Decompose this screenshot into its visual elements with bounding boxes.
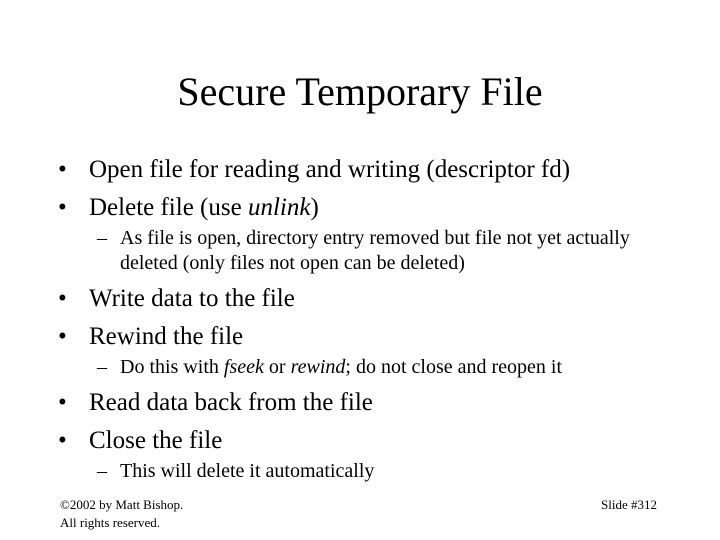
bullet-icon: •	[58, 156, 67, 183]
bullet-icon: •	[58, 285, 67, 312]
bullet-icon: •	[58, 389, 67, 416]
sub-bullet-text-part: or	[263, 356, 291, 378]
bullet-text	[89, 193, 319, 223]
bullet-item	[58, 322, 698, 352]
bullet-item	[58, 284, 698, 314]
bullet-text: Rewind the file	[89, 323, 244, 350]
sub-bullet-text: This will delete it automatically	[120, 460, 375, 482]
bullet-text: Read data back from the file	[89, 389, 373, 416]
bullet-item	[58, 193, 698, 223]
slide-number: Slide #312	[601, 497, 657, 512]
sub-bullet-item	[97, 355, 698, 380]
sub-bullet-text: As file is open, directory entry removed but file not yet actually deleted (only files not open can be deleted)	[120, 227, 630, 274]
bullet-text: Open file for reading and writing (descriptor fd)	[89, 156, 571, 183]
dash-icon: –	[97, 356, 107, 378]
bullet-text: Write data to the file	[89, 285, 295, 312]
copyright-line: ©2002 by Matt Bishop.	[60, 497, 184, 512]
sub-bullet-text-emphasis: rewind	[290, 356, 346, 378]
dash-icon: –	[97, 460, 107, 482]
bullet-list	[58, 155, 698, 484]
bullet-text-part: Delete file (use	[89, 194, 248, 221]
sub-bullet-text	[120, 355, 665, 380]
bullet-icon: •	[58, 427, 67, 454]
sub-bullet-text-part: ; do not close and reopen it	[345, 356, 563, 378]
copyright-footer	[60, 496, 183, 532]
slide-title: Secure Temporary File	[177, 69, 543, 114]
bullet-icon: •	[58, 194, 67, 221]
bullet-icon: •	[58, 323, 67, 350]
dash-icon: –	[97, 227, 107, 249]
sub-bullet-item	[97, 226, 698, 276]
sub-bullet-text-emphasis: fseek	[223, 356, 264, 378]
bullet-item	[58, 155, 698, 185]
bullet-text: Close the file	[89, 427, 223, 454]
rights-line: All rights reserved.	[60, 515, 161, 530]
bullet-item	[58, 426, 698, 456]
bullet-item	[58, 388, 698, 418]
sub-bullet-text-part: Do this with	[120, 356, 224, 378]
bullet-text-part: )	[310, 194, 319, 221]
sub-bullet-item	[97, 459, 698, 484]
bullet-text-emphasis: unlink	[247, 194, 311, 221]
